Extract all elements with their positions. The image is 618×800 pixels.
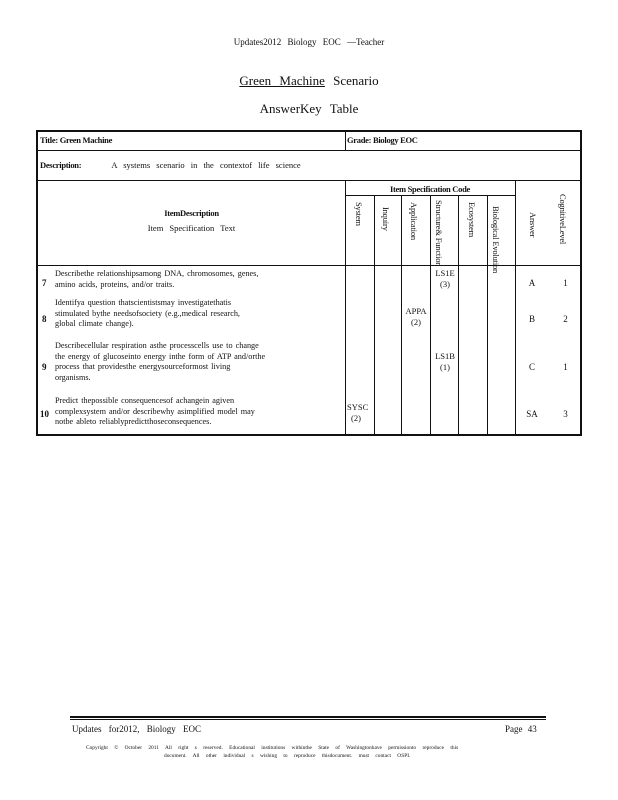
row-9-number: 9	[42, 362, 47, 372]
footer-page-number: Page 43	[505, 724, 537, 734]
copyright-line-2: document. All other individual s wishing to reproduce thisdocument. must contact OSPI.	[164, 753, 411, 759]
col-header-structure-function	[433, 200, 444, 266]
title-field	[40, 135, 112, 145]
col-header-cognitive-level: CognitiveLevel	[558, 194, 568, 245]
grade-divider	[345, 132, 346, 150]
row-9-line-4: organisms.	[55, 372, 91, 382]
rule-spec-code	[345, 195, 515, 196]
col-header-biological: Biological	[491, 206, 501, 240]
running-header: Updates2012 Biology EOC —Teacher	[233, 37, 385, 47]
col-header-answer: Answer	[528, 212, 538, 238]
row-9-code-count: (1)	[440, 362, 450, 372]
col-header-biological-evolution	[490, 206, 501, 273]
col-divider-evolution	[515, 180, 516, 434]
row-9-line-2: the energy of glucoseinto energy inthe form of ATP and/orthe	[55, 351, 266, 361]
rule-after-description	[38, 180, 580, 181]
col-header-function: Function	[434, 237, 444, 267]
row-8-code-value: APPA	[405, 306, 427, 316]
row-10-description	[55, 396, 340, 428]
row-8-code-count: (2)	[411, 317, 421, 327]
row-7-level: 1	[563, 278, 568, 288]
title-value: Green Machine	[59, 135, 113, 145]
grade-field	[347, 135, 418, 145]
col-header-application: Application	[409, 202, 419, 240]
row-7-line-2: amino acids, proteins, and/or traits.	[55, 279, 175, 289]
copyright-notice	[86, 744, 528, 760]
row-9-code	[431, 351, 459, 373]
spec-code-header: Item Specification Code	[390, 184, 470, 194]
col-divider-ecosystem	[487, 195, 488, 434]
description-field	[40, 160, 301, 170]
row-7-number: 7	[42, 278, 47, 288]
row-9-line-1: Describecellular respiration asthe processcells use to change	[55, 341, 259, 350]
row-9-line-3: process that providesthe energysourceformost living	[55, 362, 231, 372]
row-8-description	[55, 298, 340, 330]
description-label: Description:	[40, 160, 82, 170]
title-label: Title:	[40, 135, 58, 145]
answer-key-table	[36, 130, 582, 436]
row-7-code	[431, 268, 459, 290]
row-9-code-value: LS1B	[435, 351, 455, 361]
document-title-rest: Scenario	[333, 73, 379, 88]
col-divider-system	[374, 195, 375, 434]
row-9-description	[55, 341, 340, 383]
col-header-ecosystem: Ecosystem	[467, 202, 477, 238]
copyright-line-1: Copyright © October 2011 All right s reserved. Educational institutions withinthe State of Washingtonhave permissionto reproduce this	[86, 745, 459, 751]
row-8-line-3: global climate change).	[55, 319, 134, 329]
grade-label: Grade:	[347, 135, 372, 145]
row-7-answer: A	[528, 278, 536, 288]
row-7-line-1: Describethe relationshipsamong DNA, chromosomes, genes,	[55, 269, 259, 278]
row-10-line-2: complexsystem and/or describewhy asimplified model may	[55, 406, 255, 416]
col-header-evolution: Evolution	[491, 241, 501, 274]
row-9-answer: C	[528, 362, 535, 372]
row-8-answer: B	[528, 314, 535, 324]
document-title-underlined: Green Machine	[239, 73, 325, 88]
footer-rule-thin	[70, 719, 546, 720]
row-10-code-count: (2)	[351, 413, 361, 423]
row-7-code-value: LS1E	[435, 268, 455, 278]
row-8-code	[402, 306, 430, 328]
row-10-code-value: SYSC	[347, 402, 369, 412]
row-7-code-count: (3)	[440, 279, 450, 289]
row-10-line-3: notbe ableto reliablypredictthoseconsequences.	[55, 417, 212, 427]
row-10-answer: SA	[526, 409, 538, 419]
rule-after-title	[38, 150, 580, 151]
footer-rule-thick	[70, 716, 546, 718]
item-description-title: ItemDescription	[164, 208, 219, 218]
grade-value: Biology EOC	[373, 135, 418, 145]
item-description-header	[38, 208, 345, 233]
row-9-level: 1	[563, 362, 568, 372]
description-value: A systems scenario in the contextof life science	[111, 160, 301, 170]
row-10-number: 10	[40, 409, 49, 419]
row-7-description	[55, 269, 340, 290]
col-header-structure: Structure&	[434, 200, 444, 236]
col-divider-structure	[458, 195, 459, 434]
row-8-line-2: stimulated bythe needsofsociety (e.g.,medical research,	[55, 308, 240, 318]
document-title	[0, 73, 618, 89]
col-header-system: System	[354, 202, 364, 226]
row-10-code	[347, 402, 373, 424]
row-8-level: 2	[563, 314, 568, 324]
row-8-number: 8	[42, 314, 47, 324]
item-description-subtitle: Item Specification Text	[147, 223, 236, 233]
col-divider-desc	[345, 180, 346, 434]
col-header-inquiry: Inquiry	[381, 207, 391, 231]
footer-left-text: Updates for2012, Biology EOC	[72, 724, 201, 734]
row-10-level: 3	[563, 409, 568, 419]
document-subtitle: AnswerKey Table	[259, 101, 359, 116]
row-8-line-1: Identifya question thatscientistsmay investigatethatis	[55, 298, 232, 307]
col-divider-application	[430, 195, 431, 434]
row-10-line-1: Predict thepossible consequencesof achangein agiven	[55, 396, 235, 405]
